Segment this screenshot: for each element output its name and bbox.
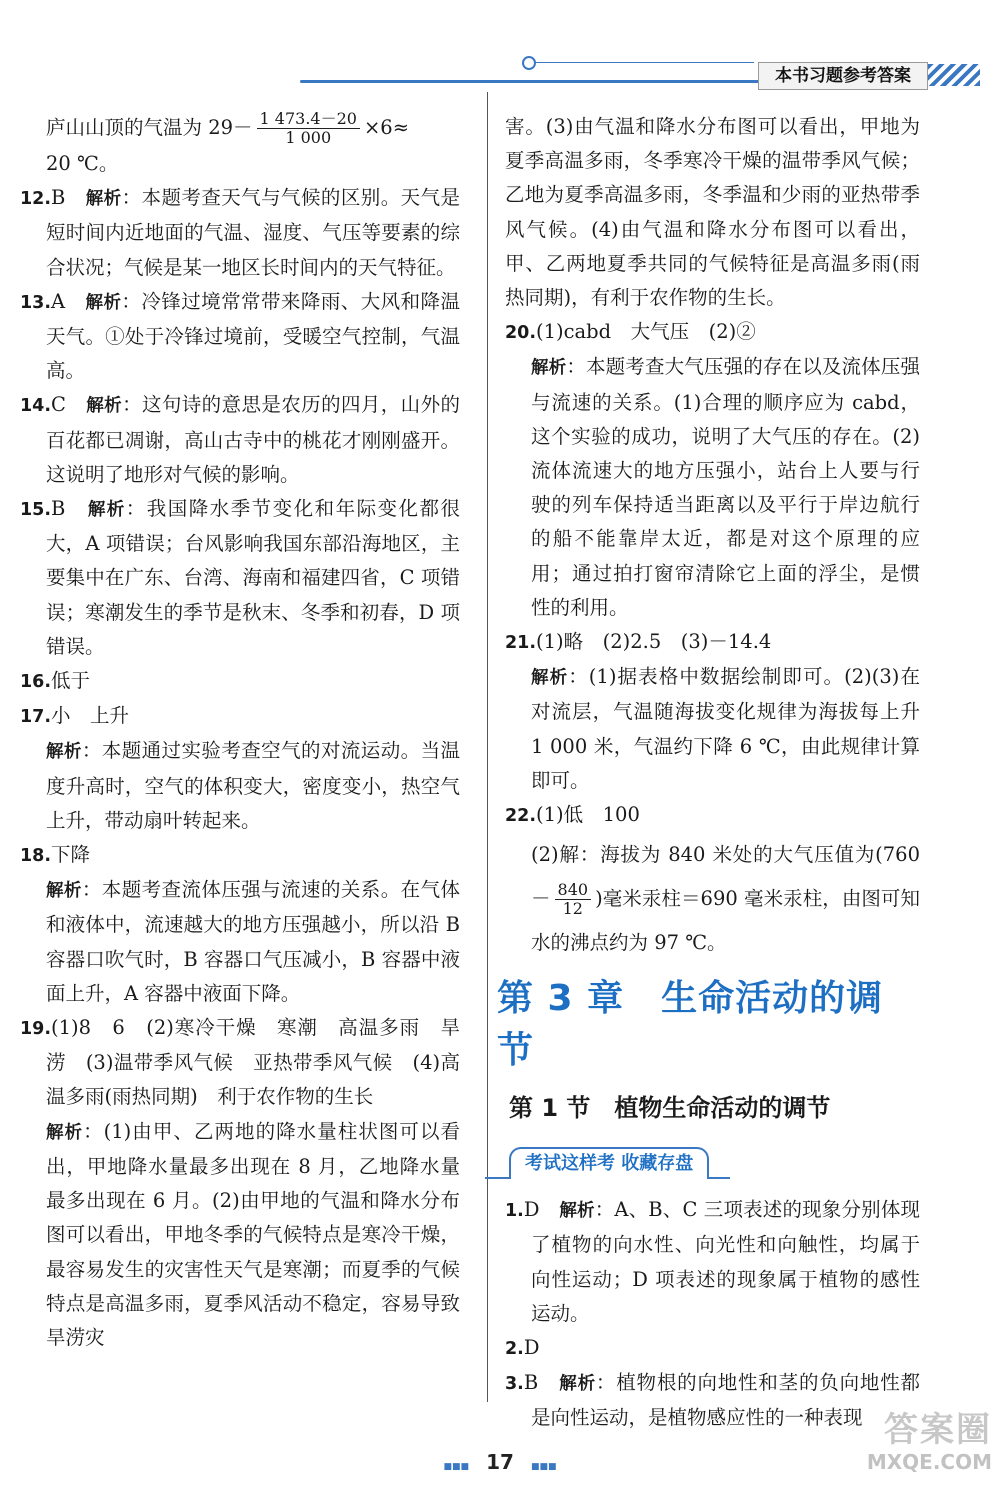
- analysis-label: 解析: [531, 668, 569, 689]
- item-number: 3.: [505, 1374, 524, 1395]
- footer-left-ornament: ■■■: [443, 1462, 469, 1472]
- analysis-label: 解析: [46, 881, 82, 902]
- page-number: 17: [486, 1450, 514, 1474]
- item-number: 22.: [505, 806, 537, 827]
- header-dot: [522, 56, 536, 70]
- left-column: [20, 110, 460, 1355]
- fraction-denominator: 12: [562, 899, 583, 919]
- item-number: 13.: [20, 292, 52, 313]
- answer-item-15: [20, 492, 460, 664]
- analysis-21: [505, 660, 920, 798]
- item-analysis: ：本题考查流体压强与流速的关系。在气体和液体中，流速越大的地方压强越小，所以沿 B 容器口吹气时，B 容器口气压减小，B 容器中液面上升，A 容器中液面下降。: [46, 878, 460, 1005]
- item-analysis: ：我国降水季节变化和年际变化都很大，A 项错误；台风影响我国东部沿海地区，主要集中在广东、台湾、海南和福建四省，C 项错误；寒潮发生的季节是秋末、冬季和初春，D 项错误。: [46, 497, 460, 658]
- analysis-label: 解析: [86, 396, 123, 417]
- item-analysis: ：植物根的向地性和茎的负向地性都是向性运动，是植物感应性的一种表现: [531, 1371, 920, 1430]
- item-number: 15.: [20, 500, 52, 521]
- answer-item-20: [505, 315, 920, 350]
- item-analysis: ：(1)由甲、乙两地的降水量柱状图可以看出，甲地降水量最多出现在 8 月，乙地降水量最多出现在 6 月。(2)由甲地的气温和降水分布图可以看出，甲地冬季的气候特点是寒冷干燥，最容易发生的灾害性天气是寒潮；而夏季的气候特点是高温多雨，夏季风活动不稳定，容易导致旱涝灾: [46, 1119, 460, 1349]
- analysis-17: [20, 734, 460, 838]
- header-thin-line: [534, 62, 754, 63]
- watermark-line-1: 答案圈: [884, 1410, 992, 1450]
- item-analysis: ：本题通过实验考查空气的对流运动。当温度升高时，空气的体积变大，密度变小，热空气上升，带动扇叶转起来。: [46, 739, 460, 832]
- item-answer: 下降: [51, 843, 91, 867]
- analysis-label: 解析: [85, 292, 122, 313]
- chapter-heading: 第 3 章 生命活动的调节: [497, 978, 884, 1072]
- analysis-label: 解析: [531, 358, 567, 379]
- header-rule: [300, 80, 760, 83]
- footer-right-ornament: ■■■: [531, 1462, 557, 1472]
- answer-item-17: [20, 699, 460, 734]
- analysis-label: 解析: [559, 1201, 595, 1222]
- fraction-numerator: 1 473.4－20: [257, 110, 360, 129]
- item-number: 18.: [20, 846, 52, 867]
- item-answer: D: [523, 1198, 540, 1222]
- item-answer: 小 上升: [51, 704, 130, 728]
- header-title: 本书习题参考答案: [758, 62, 928, 90]
- analysis-20: [505, 350, 920, 625]
- analysis-19-continued: 害。(3)由气温和降水分布图可以看出，甲地为夏季高温多雨，冬季寒冷干燥的温带季风气候；乙地为夏季高温多雨，冬季温和少雨的亚热带季风气候。(4)由气温和降水分布图可以看出，甲、乙两地夏季共同的气候特征是高温多雨(雨热同期)，有利于农作物的生长。: [505, 115, 920, 310]
- item-number: 1.: [505, 1201, 524, 1222]
- intro-text-a: 庐山山顶的气温为 29－: [46, 116, 253, 139]
- item-number: 19.: [20, 1019, 52, 1040]
- exam-banner: [485, 1139, 920, 1187]
- header-stripes: [928, 64, 980, 86]
- answer-item-12: [20, 181, 460, 285]
- answer-item-22: [505, 798, 920, 833]
- answer-item-13: [20, 285, 460, 389]
- item-answer: B: [51, 186, 66, 210]
- right-column: [497, 110, 921, 1436]
- intro-fraction: [257, 110, 360, 147]
- watermark-logo: [812, 1410, 992, 1480]
- analysis-label: 解析: [85, 189, 122, 210]
- item-analysis: ：这句诗的意思是农历的四月，山外的百花都已凋谢，高山古寺中的桃花才刚刚盛开。这说明了地形对气候的影响。: [46, 393, 460, 486]
- answer-item-19: [20, 1011, 460, 1115]
- answer-item-21: [505, 625, 920, 660]
- item-answer: 低于: [51, 669, 91, 693]
- item-analysis: ：A、B、C 三项表述的现象分别体现了植物的向水性、向光性和向触性，均属于向性运动；D 项表述的现象属于植物的感性运动。: [531, 1198, 921, 1325]
- fraction-numerator: 840: [555, 881, 592, 900]
- item-analysis: ：冷锋过境常常带来降雨、大风和降温天气。①处于冷锋过境前，受暖空气控制，气温高。: [46, 289, 460, 383]
- item-number: 20.: [505, 323, 537, 344]
- analysis-label: 解析: [559, 1374, 596, 1395]
- fraction-denominator: 1 000: [285, 128, 332, 147]
- analysis-label: 解析: [46, 1122, 84, 1143]
- item-answer: B: [51, 497, 66, 521]
- item-analysis: ：本题考查大气压强的存在以及流体压强与流速的关系。(1)合理的顺序应为 cabd，这个实验的成功，说明了大气压的存在。(2)流体流速大的地方压强小，站台上人要与行驶的列车保持适当距离以及平行于岸边航行的船不能靠岸太近，都是对这个原理的应用；通过拍打窗帘清除它上面的浮尘，是惯性的利用。: [531, 355, 920, 619]
- item-answer: (1)8 6 (2)寒冷干燥 寒潮 高温多雨 旱涝 (3)温带季风气候 亚热带季风气候 (4)高温多雨(雨热同期) 利于农作物的生长: [46, 1016, 460, 1109]
- solution-fraction: [555, 881, 592, 918]
- intro-text-b: ×6≈: [363, 116, 410, 139]
- answer-item-1: [505, 1193, 920, 1331]
- solution-text-a: (2)解：海拔为 840 米处的大气压值为(760－: [531, 843, 920, 911]
- item-number: 16.: [20, 672, 52, 693]
- item-answer: (1)cabd 大气压 (2)②: [536, 320, 756, 344]
- column-divider: [487, 92, 488, 1402]
- item-analysis: ：本题考查天气与气候的区别。天气是短时间内近地面的气温、湿度、气压等要素的综合状况；气候是某一地区长时间内的天气特征。: [46, 186, 460, 279]
- watermark-line-2: MXQE.COM: [866, 1450, 992, 1474]
- item-answer: (1)低 100: [536, 803, 640, 827]
- answer-item-14: [20, 388, 460, 492]
- banner-label: 考试这样考 收藏存盘: [509, 1147, 709, 1179]
- item-answer: A: [51, 289, 66, 313]
- answer-item-16: [20, 664, 460, 699]
- item-number: 21.: [505, 633, 537, 654]
- item-answer: B: [523, 1371, 539, 1395]
- answer-item-18: [20, 838, 460, 873]
- analysis-label: 解析: [46, 742, 82, 763]
- item-analysis: ：(1)据表格中数据绘制即可。(2)(3)在对流层，气温随海拔变化规律为海拔每上升 1 000 米，气温约下降 6 ℃，由此规律计算即可。: [531, 665, 920, 792]
- item-number: 2.: [505, 1339, 524, 1360]
- section-heading: 第 1 节 植物生命活动的调节: [509, 1094, 831, 1123]
- intro-result: 20 ℃。: [46, 152, 119, 175]
- analysis-label: 解析: [87, 500, 126, 521]
- item-number: 17.: [20, 707, 52, 728]
- intro-line: [20, 110, 460, 147]
- answer-item-2: [505, 1331, 920, 1366]
- solution-text-b: )毫米汞柱＝690 毫米汞柱，由图可知水的沸点约为 97 ℃。: [531, 887, 920, 955]
- analysis-19: [20, 1115, 460, 1355]
- item-answer: C: [51, 393, 66, 417]
- solution-22: [505, 833, 920, 965]
- item-answer: (1)略 (2)2.5 (3)－14.4: [536, 630, 772, 654]
- item-number: 14.: [20, 396, 52, 417]
- analysis-18: [20, 873, 460, 1011]
- item-number: 12.: [20, 189, 52, 210]
- item-answer: D: [523, 1336, 540, 1360]
